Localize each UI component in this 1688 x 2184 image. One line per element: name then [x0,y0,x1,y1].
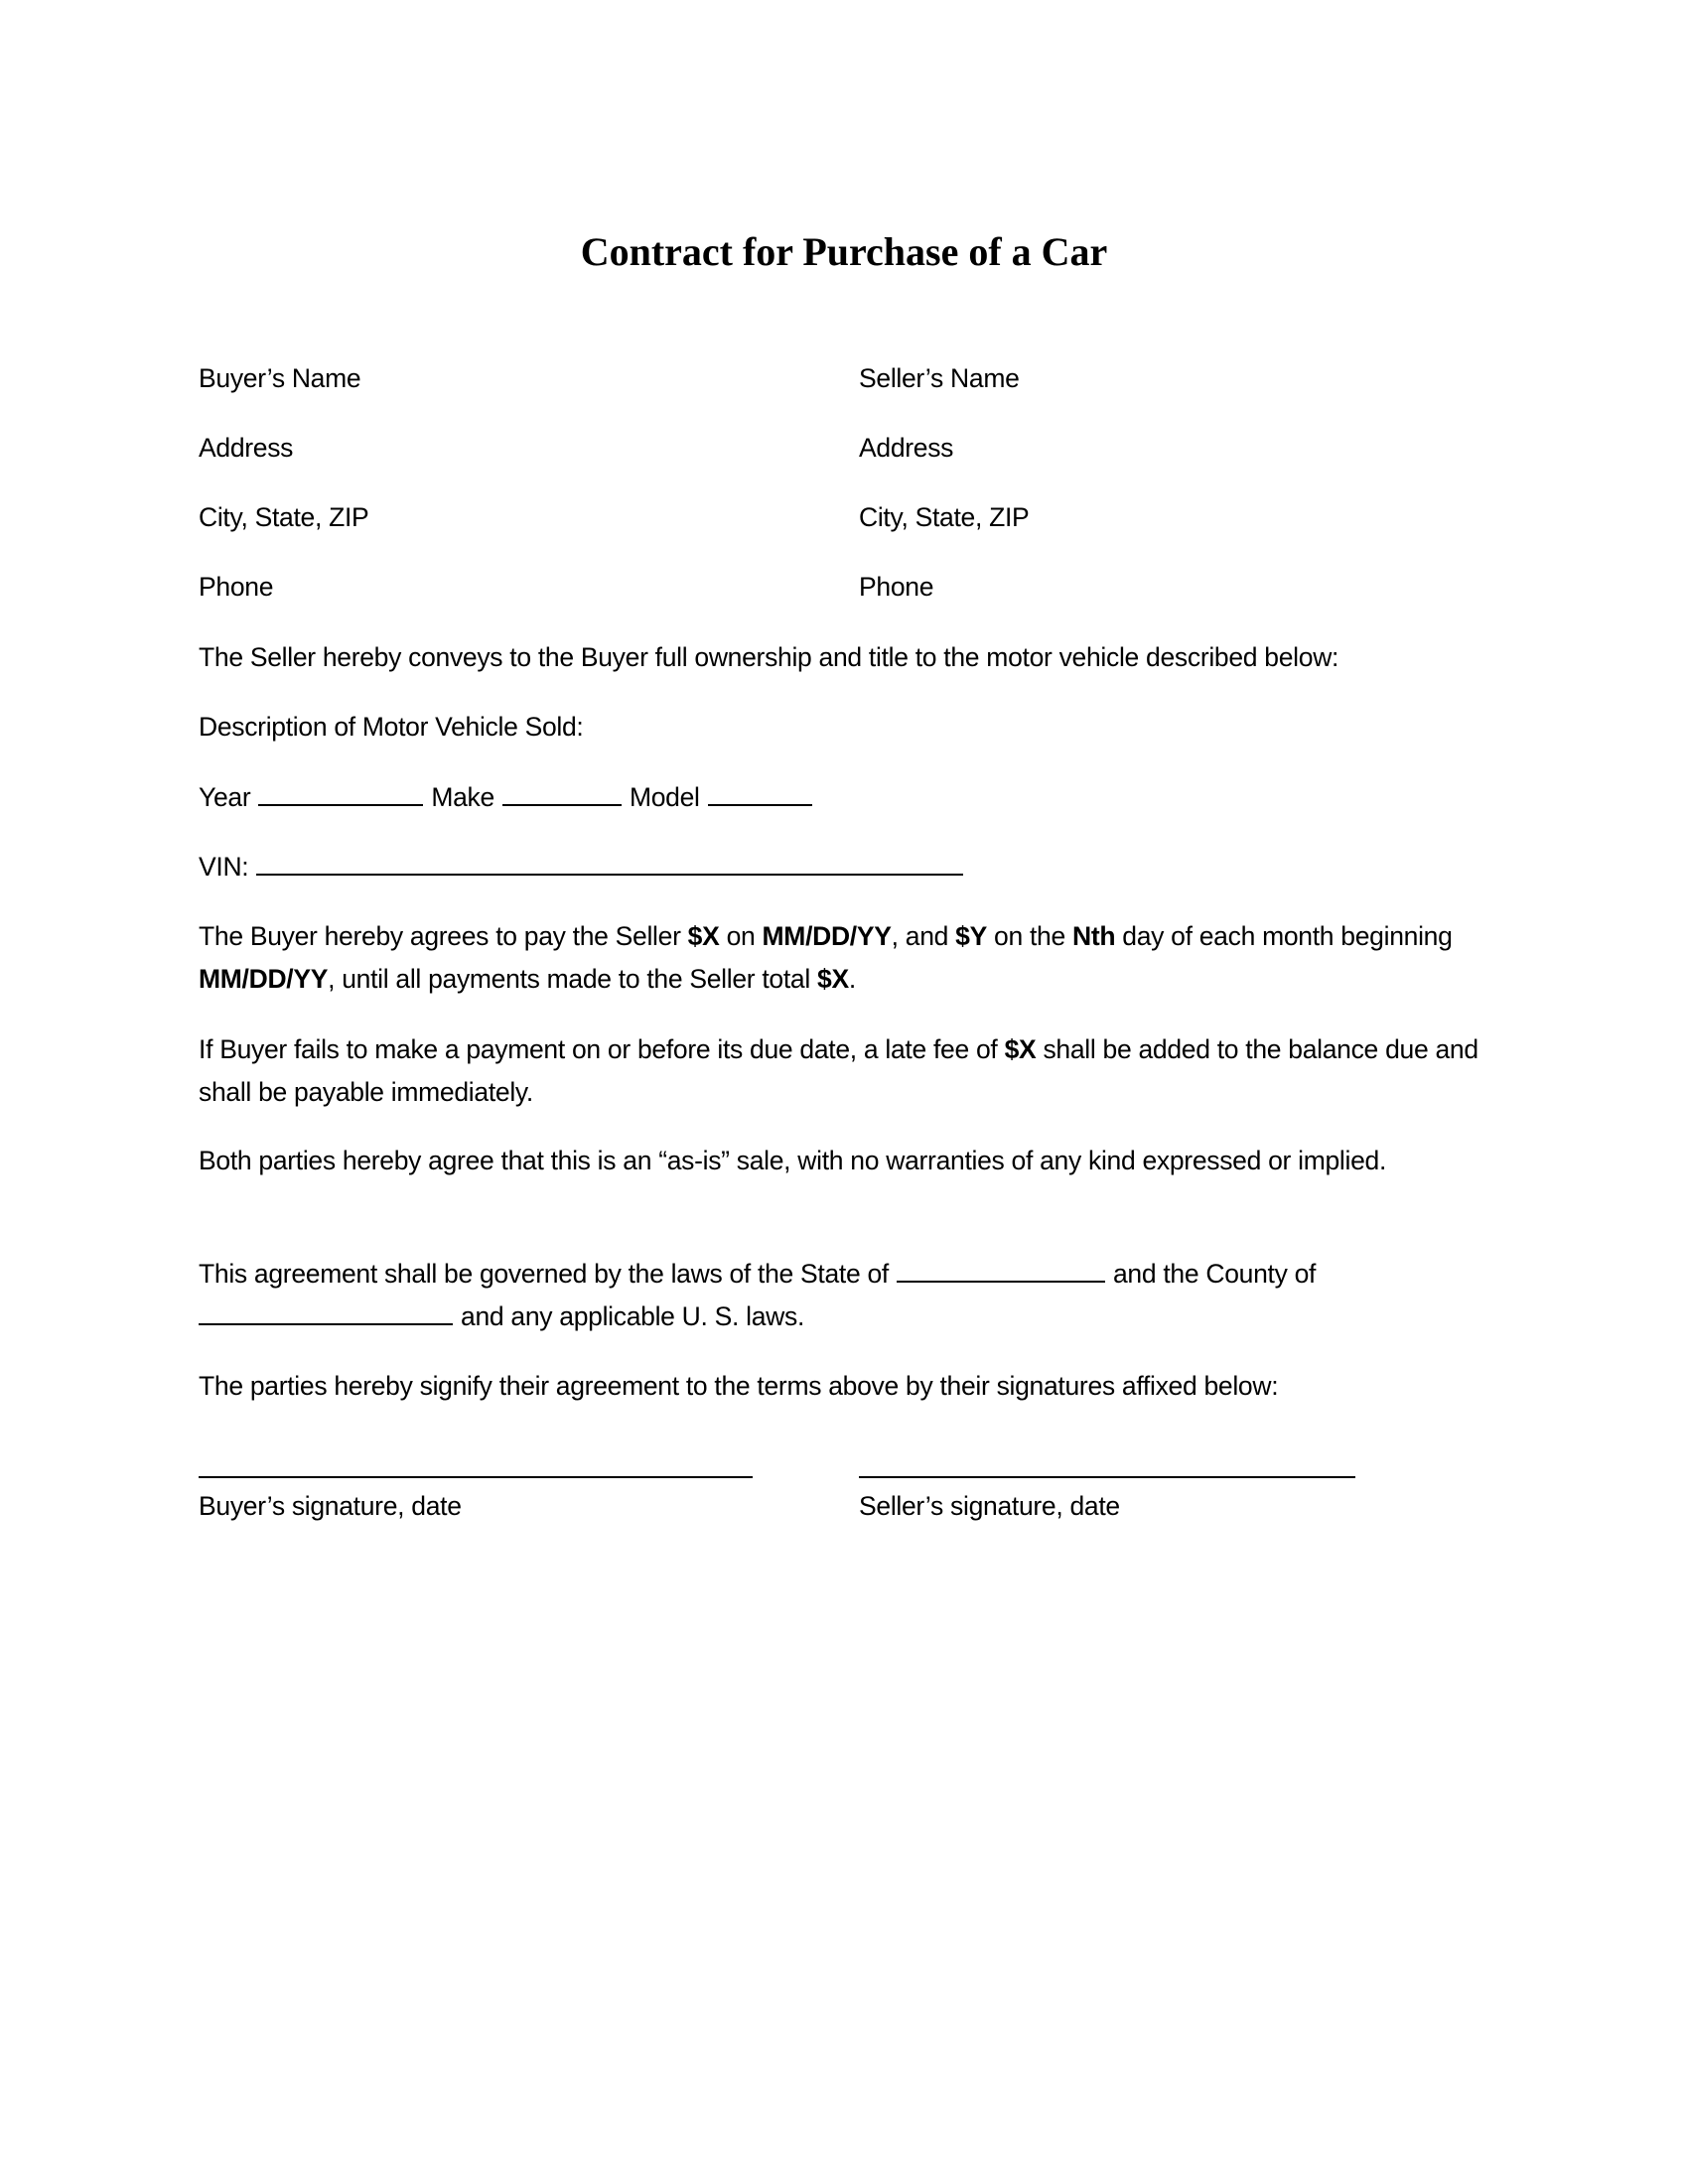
document-title: Contract for Purchase of a Car [580,229,1108,274]
buyer-city-state-zip-label: City, State, ZIP [199,502,369,532]
payment-text: . [848,964,856,994]
late-fee-amount: $X [1004,1034,1037,1064]
buyer-signature-field[interactable] [199,1476,753,1478]
year-field[interactable] [258,776,423,806]
payment-text: , until all payments made to the Seller total [328,964,818,994]
payment-date: MM/DD/YY [762,921,892,951]
vehicle-description-heading: Description of Motor Vehicle Sold: [199,712,584,742]
vin-line [199,846,971,888]
buyer-address-label: Address [199,433,294,463]
start-date: MM/DD/YY [199,964,329,994]
seller-address-label: Address [859,433,954,463]
seller-phone-label: Phone [859,572,934,602]
make-label: Make [431,782,494,812]
make-field[interactable] [502,776,622,806]
year-label: Year [199,782,251,812]
payment-terms [199,915,1489,1001]
payment-text: The Buyer hereby agrees to pay the Seller [199,921,688,951]
model-field[interactable] [708,776,812,806]
county-field[interactable] [199,1296,453,1325]
seller-signature-label: Seller’s signature, date [859,1491,1120,1521]
payment-text: on the [986,921,1072,951]
conveyance-statement: The Seller hereby conveys to the Buyer full ownership and title to the motor vehicle described below: [199,642,1339,672]
buyer-phone-label: Phone [199,572,274,602]
model-label: Model [629,782,700,812]
late-fee-text: If Buyer fails to make a payment on or before its due date, a late fee of [199,1034,1005,1064]
total-amount: $X [817,964,849,994]
governing-text: and any applicable U. S. laws. [461,1301,805,1331]
governing-text: and the County of [1112,1259,1317,1289]
governing-text: This agreement shall be governed by the laws of the State of [199,1259,889,1289]
seller-city-state-zip-label: City, State, ZIP [859,502,1030,532]
payment-amount: $X [687,921,720,951]
vehicle-details-line [199,776,820,819]
buyer-name-label: Buyer’s Name [199,363,361,393]
state-field[interactable] [897,1253,1105,1283]
seller-signature-field[interactable] [859,1476,1355,1478]
late-fee-text: shall be added to the balance due and shall be payable immediately. [199,1034,1478,1107]
governing-law-clause [199,1253,1489,1338]
buyer-signature-label: Buyer’s signature, date [199,1491,462,1521]
payment-text: day of each month beginning [1115,921,1453,951]
monthly-amount: $Y [955,921,987,951]
signify-statement: The parties hereby signify their agreement to the terms above by their signatures affixed below: [199,1371,1279,1401]
payment-day: Nth [1071,921,1116,951]
as-is-clause: Both parties hereby agree that this is an “as-is” sale, with no warranties of any kind expressed or implied. [199,1146,1387,1175]
payment-text: , and [891,921,956,951]
vin-field[interactable] [256,846,963,876]
payment-text: on [719,921,763,951]
seller-name-label: Seller’s Name [859,363,1020,393]
vin-label: VIN: [199,852,249,882]
late-fee-clause [199,1028,1489,1114]
